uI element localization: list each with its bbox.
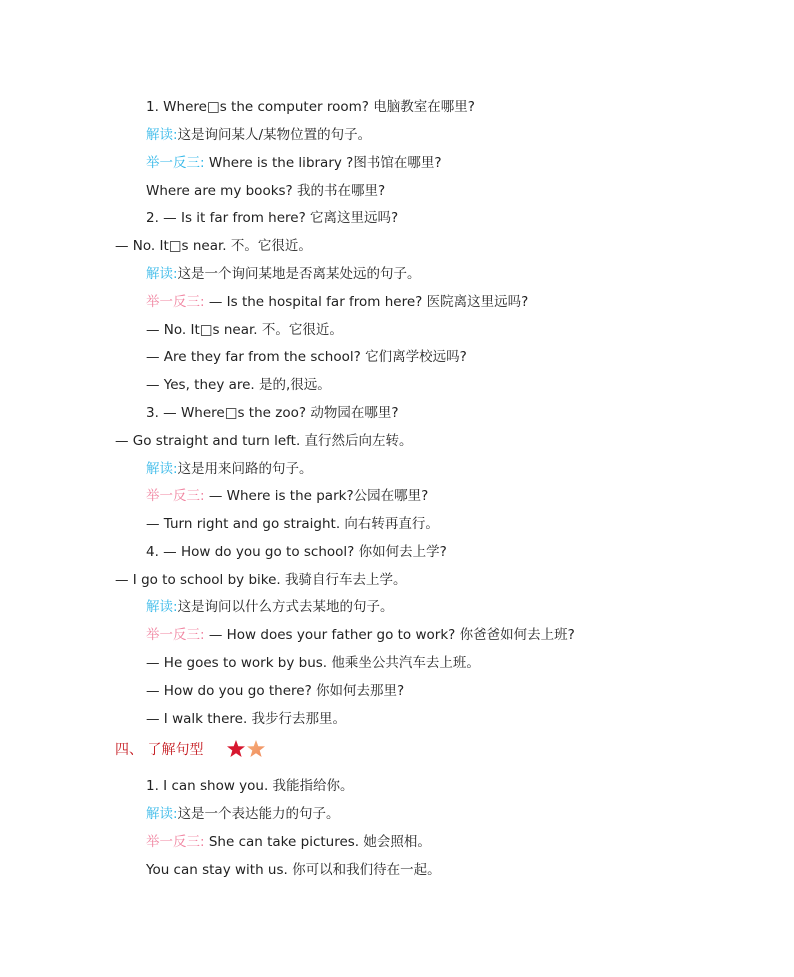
sentence-1-line bbox=[146, 777, 354, 795]
explanation-label: 解读: bbox=[146, 461, 178, 477]
question-1-line bbox=[146, 98, 475, 116]
line-text: — How do you go there? 你如何去那里? bbox=[146, 683, 405, 699]
line-text: — Go straight and turn left. 直行然后向左转。 bbox=[115, 433, 413, 449]
line-text: — No. It□s near. 不。它很近。 bbox=[146, 322, 343, 338]
example-line bbox=[146, 654, 480, 672]
explanation-label: 解读: bbox=[146, 806, 178, 822]
line-text: — How does your father go to work? 你爸爸如何去上班? bbox=[204, 627, 575, 643]
line-text: 4. — How do you go to school? 你如何去上学? bbox=[146, 544, 447, 560]
example-line bbox=[146, 682, 404, 700]
line-text: She can take pictures. 她会照相。 bbox=[204, 834, 431, 850]
explanation-line bbox=[146, 460, 313, 478]
explanation-line bbox=[146, 265, 421, 283]
explanation-line bbox=[146, 805, 340, 823]
example-line bbox=[146, 348, 467, 366]
example-label: 举一反三: bbox=[146, 294, 205, 310]
section-heading: 四、 了解句型 bbox=[115, 742, 204, 758]
example-line bbox=[146, 861, 441, 879]
line-text: — Yes, they are. 是的,很远。 bbox=[146, 377, 331, 393]
line-text: 这是一个询问某地是否离某处远的句子。 bbox=[177, 266, 421, 282]
example-line bbox=[146, 182, 385, 200]
line-text: 2. — Is it far from here? 它离这里远吗? bbox=[146, 210, 399, 226]
example-line bbox=[146, 487, 428, 505]
example-label: 举一反三: bbox=[146, 155, 205, 171]
example-line bbox=[146, 833, 431, 851]
answer-line bbox=[115, 432, 413, 450]
question-2-line bbox=[146, 209, 398, 227]
line-text: 这是询问以什么方式去某地的句子。 bbox=[177, 599, 394, 615]
example-line bbox=[146, 293, 528, 311]
full-star-icon bbox=[227, 740, 245, 757]
line-text: — I go to school by bike. 我骑自行车去上学。 bbox=[115, 572, 407, 588]
example-label: 举一反三: bbox=[146, 627, 205, 643]
line-text: — No. It□s near. 不。它很近。 bbox=[115, 238, 312, 254]
line-text: Where are my books? 我的书在哪里? bbox=[146, 183, 386, 199]
line-text: 这是用来问路的句子。 bbox=[177, 461, 313, 477]
example-label: 举一反三: bbox=[146, 488, 205, 504]
explanation-label: 解读: bbox=[146, 599, 178, 615]
line-text: — Where is the park?公园在哪里? bbox=[204, 488, 429, 504]
line-text: You can stay with us. 你可以和我们待在一起。 bbox=[146, 862, 441, 878]
partial-star-icon bbox=[247, 740, 265, 757]
line-text: 这是询问某人/某物位置的句子。 bbox=[177, 127, 372, 143]
example-line bbox=[146, 710, 346, 728]
example-line bbox=[146, 626, 575, 644]
explanation-label: 解读: bbox=[146, 266, 178, 282]
example-line bbox=[146, 515, 439, 533]
star-rating bbox=[225, 738, 269, 760]
line-text: 3. — Where□s the zoo? 动物园在哪里? bbox=[146, 405, 399, 421]
question-4-line bbox=[146, 543, 447, 561]
example-line bbox=[146, 321, 343, 339]
example-label: 举一反三: bbox=[146, 834, 205, 850]
line-text: 这是一个表达能力的句子。 bbox=[177, 806, 340, 822]
explanation-label: 解读: bbox=[146, 127, 178, 143]
explanation-line bbox=[146, 598, 394, 616]
answer-line bbox=[115, 237, 312, 255]
example-line bbox=[146, 154, 442, 172]
line-text: 1. I can show you. 我能指给你。 bbox=[146, 778, 354, 794]
line-text: — He goes to work by bus. 他乘坐公共汽车去上班。 bbox=[146, 655, 480, 671]
example-line bbox=[146, 376, 331, 394]
line-text: 1. Where□s the computer room? 电脑教室在哪里? bbox=[146, 99, 475, 115]
line-text: — Turn right and go straight. 向右转再直行。 bbox=[146, 516, 439, 532]
answer-line bbox=[115, 571, 407, 589]
explanation-line bbox=[146, 126, 371, 144]
line-text: — Are they far from the school? 它们离学校远吗? bbox=[146, 349, 467, 365]
question-3-line bbox=[146, 404, 399, 422]
line-text: — I walk there. 我步行去那里。 bbox=[146, 711, 347, 727]
line-text: — Is the hospital far from here? 医院离这里远吗? bbox=[204, 294, 529, 310]
line-text: Where is the library ?图书馆在哪里? bbox=[204, 155, 442, 171]
